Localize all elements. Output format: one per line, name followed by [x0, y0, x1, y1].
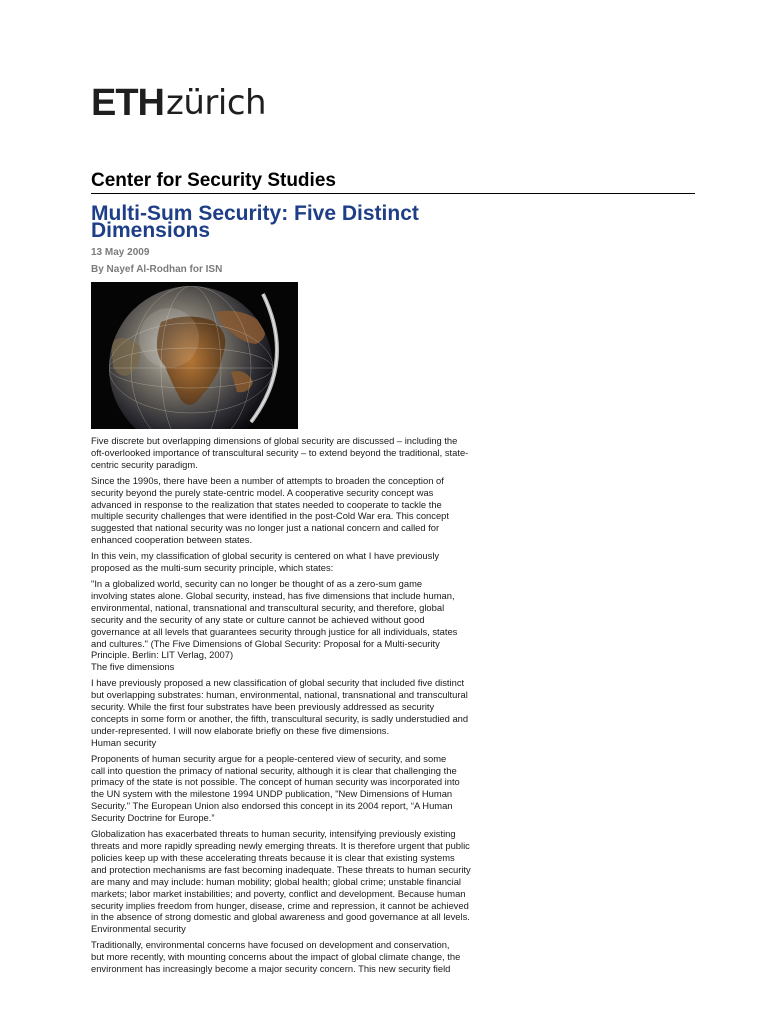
header-divider [91, 193, 695, 194]
article-body [91, 435, 511, 979]
article-paragraph: Since the 1990s, there have been a number of attempts to broaden the conception of security beyond the purely state-centric model. A cooperative security concept was advanced in response to the realization that states needed to cooperate to tackle the multiple security challenges that were identified in the post-Cold War era. This concept suggested that national security was no longer just a national concern and called for enhanced cooperation between states. [91, 474, 449, 546]
logo-zurich-text: zürich [166, 83, 267, 123]
article-title: Multi-Sum Security: Five Distinct Dimensions [91, 202, 419, 242]
globe-illustration [91, 282, 298, 429]
article-author: By Nayef Al-Rodhan for ISN [91, 264, 223, 275]
article-paragraph: Five discrete but overlapping dimensions of global security are discussed – including the oft-overlooked importance of transcultural security – to extend beyond the traditional, state- centric security paradigm. [91, 435, 469, 470]
article-paragraph: I have previously proposed a new classification of global security that included five distinct but overlapping substrates: human, environmental, national, transnational and transcultural security. While the first four substrates have been previously addressed as security concepts in some form or another, the fifth, transcultural security, is sadly understudied and under-represented. I will now elaborate briefly on these five dimensions. Human security [91, 677, 469, 748]
globe-photo [91, 282, 298, 429]
article-paragraph: Traditionally, environmental concerns have focused on development and conservation, but more recently, with mounting concerns about the impact of global climate change, the environment has increasingly become a major security concern. This new security field [91, 939, 461, 975]
eth-zurich-logo [91, 84, 266, 122]
article-paragraph: Globalization has exacerbated threats to human security, intensifying previously existing threats and more rapidly spreading newly emerging threats. It is therefore urgent that public policies keep up with these accelerating threats because it is clear that existing systems and protection mechanisms are fast becoming inadequate. These threats to human security are many and may include: human mobility; global health; global crime; unstable financial markets; labor market instabilities; and poverty, conflict and development. Because human security implies freedom from hunger, disease, crime and repression, it cannot be achieved in the absence of strong domestic and global awareness and good governance at all levels. Environmental security [91, 828, 471, 935]
center-title: Center for Security Studies [91, 170, 336, 191]
logo-eth-text: ETH [91, 82, 164, 124]
article-paragraph: In this vein, my classification of global security is centered on what I have previously proposed as the multi-sum security principle, which states: [91, 550, 440, 574]
article-date: 13 May 2009 [91, 247, 150, 258]
article-paragraph: Proponents of human security argue for a people-centered view of security, and some call into question the primacy of national security, although it is clear that challenging the primacy of the state is not possible. The concept of human security was incorporated into the UN system with the milestone 1994 UNDP publication, "New Dimensions of Human Security." The European Union also endorsed this concept in its 2004 report, “A Human Security Doctrine for Europe.” [91, 752, 460, 824]
article-paragraph: "In a globalized world, security can no longer be thought of as a zero-sum game involving states alone. Global security, instead, has five dimensions that include human, environmental, national, transnational and transcultural security, and therefore, global security and the security of any state or culture cannot be achieved without good governance at all levels that guarantees security through justice for all individuals, states and cultures." (The Five Dimensions of Global Security: Proposal for a Multi-security Principle. Berlin: LIT Verlag, 2007) The five dimensions [91, 577, 458, 673]
